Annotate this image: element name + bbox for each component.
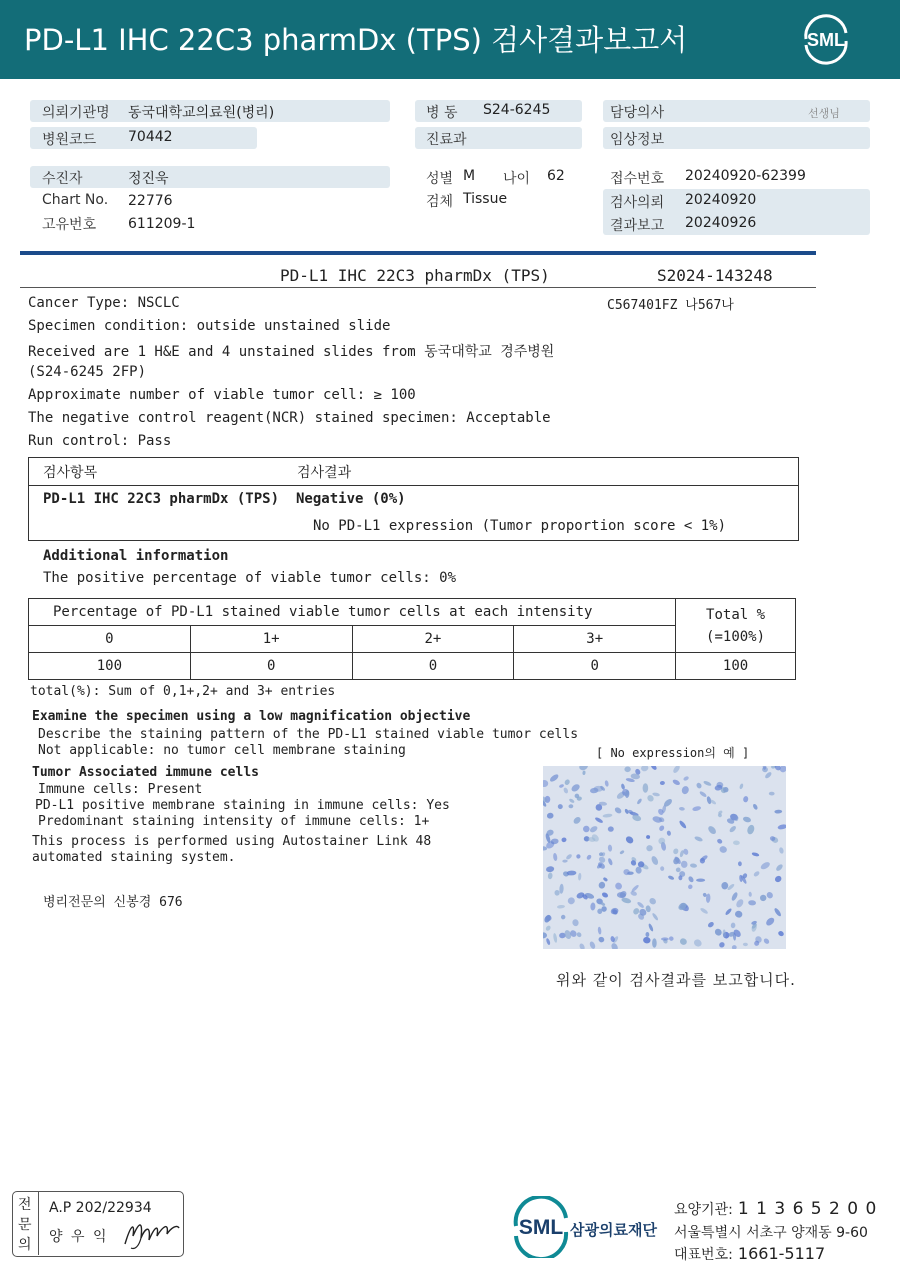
additional-title: Additional information [43,548,229,564]
institution-code-label: 요양기관: [674,1202,733,1218]
phone-label: 대표번호: [674,1247,733,1263]
closing-statement: 위와 같이 검사결과를 보고합니다. [556,971,796,989]
sex-value: M [463,168,476,184]
report-date-value: 20240926 [685,215,757,231]
foundation-logo-icon [510,1196,572,1258]
total-header-2: (=100%) [706,628,766,645]
department-label: 진료과 [426,132,467,148]
stamp-char-1: 전 [18,1197,32,1213]
receipt-label: 접수번호 [610,171,665,187]
age-label: 나이 [503,171,531,187]
ncr-line: The negative control reagent(NCR) stained specimen: Acceptable [28,410,551,426]
level-3plus: 3+ [514,626,676,653]
ward-value: S24-6245 [483,102,551,118]
patient-label: 수진자 [42,171,83,187]
immune-line-3: Predominant staining intensity of immune cells: 1+ [38,814,430,829]
total-header [676,599,796,653]
microscopy-image [543,766,786,949]
value-3plus: 0 [514,653,676,680]
process-line-2: automated staining system. [32,850,236,865]
thin-divider [20,287,816,288]
image-caption: [ No expression의 예 ] [596,746,750,760]
sml-logo-icon [798,13,854,65]
value-2plus: 0 [352,653,514,680]
foundation-name: 삼광의료재단 [570,1221,657,1239]
result-table-divider [29,485,798,486]
receipt-value: 20240920-62399 [685,168,806,184]
immune-title: Tumor Associated immune cells [32,765,259,780]
phone-line [674,1244,825,1264]
foundation-address: 서울특별시 서초구 양재동 9-60 [674,1225,868,1241]
institution-code-value: 1 1 3 6 5 2 0 0 [737,1199,878,1219]
specimen-value: Tissue [463,191,508,207]
patient-row-bg [30,166,390,188]
received-line: Received are 1 H&E and 4 unstained slides from 동국대학교 경주병원 [28,344,555,360]
value-0: 100 [29,653,191,680]
result-col2-header: 검사결과 [297,465,352,481]
institution-label: 의뢰기관명 [42,105,110,121]
clinical-label: 임상정보 [610,132,665,148]
cell-nucleus [696,879,705,882]
hospital-code-value: 70442 [128,129,173,145]
phone-value: 1661-5117 [737,1244,826,1263]
stamp-ap: A.P 202/22934 [49,1200,152,1216]
report-date-label: 결과보고 [610,218,665,234]
signature-icon [121,1214,183,1252]
stamp-side [13,1192,39,1255]
pathologist-stamp [12,1191,184,1257]
doctor-suffix: 선생님 [808,107,840,120]
received-ref-line: (S24-6245 2FP) [28,364,147,380]
cell-nucleus [638,861,644,867]
cell-nucleus [661,937,669,940]
total-note: total(%): Sum of 0,1+,2+ and 3+ entries [30,684,336,699]
report-title: PD-L1 IHC 22C3 pharmDx (TPS) 검사결과보고서 [24,23,688,57]
test-id: S2024-143248 [657,266,773,285]
level-1plus: 1+ [190,626,352,653]
test-name-title: PD-L1 IHC 22C3 pharmDx (TPS) [280,266,550,285]
level-0: 0 [29,626,191,653]
immune-line-2: PD-L1 positive membrane staining in immune cells: Yes [35,798,450,813]
immune-line-1: Immune cells: Present [38,782,203,797]
institution-value: 동국대학교의료원(병리) [128,105,275,121]
examine-line-2: Not applicable: no tumor cell membrane staining [38,743,406,758]
viable-cell-line: Approximate number of viable tumor cell: ≥ 100 [28,387,416,403]
result-col1-header: 검사항목 [43,465,98,481]
result-detail: No PD-L1 expression (Tumor proportion score < 1%) [313,518,727,534]
chart-value: 22776 [128,193,173,209]
cell-nucleus [652,938,657,947]
sex-label: 성별 [426,171,454,187]
blue-divider [20,251,816,255]
patient-value: 정진욱 [128,171,169,187]
sml-logo-text: SML [807,30,845,50]
id-label: 고유번호 [42,217,97,233]
stamp-name: 양 우 익 [49,1229,109,1245]
cell-nucleus [643,783,649,792]
request-label: 검사의뢰 [610,195,665,211]
report-header [0,0,900,79]
intensity-table [28,598,796,680]
value-total: 100 [676,653,796,680]
examine-line-1: Describe the staining pattern of the PD-L1 stained viable tumor cells [38,727,579,742]
stamp-char-2: 문 [18,1217,32,1233]
institution-code-line [674,1199,877,1219]
stamp-char-3: 의 [18,1237,32,1253]
specimen-code: C567401FZ 나567나 [607,298,734,313]
doctor-label: 담당의사 [610,105,665,121]
hospital-code-label: 병원코드 [42,132,97,148]
specimen-condition-line: Specimen condition: outside unstained slide [28,318,391,334]
result-table [28,457,799,541]
pathologist-line: 병리전문의 신봉경 676 [43,895,183,910]
foundation-logo-text: SML [518,1216,564,1239]
additional-line: The positive percentage of viable tumor cells: 0% [43,570,457,586]
level-2plus: 2+ [352,626,514,653]
intensity-header: Percentage of PD-L1 stained viable tumor cells at each intensity [29,599,676,626]
age-value: 62 [547,168,565,184]
ward-label: 병 동 [426,105,458,121]
process-line-1: This process is performed using Autostainer Link 48 [32,834,432,849]
request-value: 20240920 [685,192,757,208]
id-value: 611209-1 [128,216,196,232]
total-header-1: Total % [706,606,766,623]
examine-title: Examine the specimen using a low magnification objective [32,709,471,724]
specimen-label: 검체 [426,194,454,210]
result-item: PD-L1 IHC 22C3 pharmDx (TPS) [43,491,280,507]
chart-label: Chart No. [42,192,109,208]
run-control-line: Run control: Pass [28,433,172,449]
value-1plus: 0 [190,653,352,680]
cancer-type-line: Cancer Type: NSCLC [28,295,180,311]
result-value: Negative (0%) [296,491,406,507]
